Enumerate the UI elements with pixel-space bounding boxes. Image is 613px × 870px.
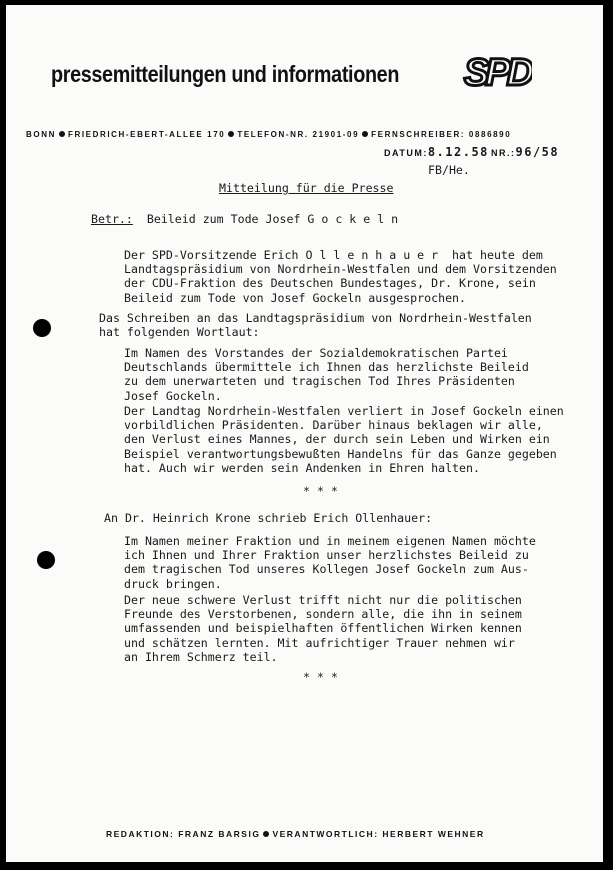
nr-label: NR.:	[491, 148, 516, 158]
paragraph-krone-2: Der neue schwere Verlust trifft nicht nur die politischen Freunde des Verstorbenen, sondern alle, die ihn in seinem umfassenden und beispielhaften öffentlichen Wirken kennen und schätzen lernten. Mit aufrichtiger Trauer nehmen wir an Ihrem Schmerz teil.	[124, 593, 522, 664]
paragraph-letter-intro: Das Schreiben an das Landtagspräsidium von Nordrhein-Westfalen hat folgenden Wortlaut:	[99, 311, 532, 340]
paragraph-letter-1: Im Namen des Vorstandes der Sozialdemokratischen Partei Deutschlands übermittele ich Ihnen das herzlichste Beileid zu dem unerwarteten und tragischen Tod Ihres Präsidenten Josef Gockeln.	[124, 346, 529, 403]
press-release-page	[6, 5, 603, 862]
subject-name: G o c k e l n	[307, 212, 399, 226]
initials: FB/He.	[428, 163, 470, 177]
bullet-icon	[59, 131, 65, 137]
spd-logo-text: SPD	[463, 52, 531, 94]
subject-label: Betr.:	[91, 212, 133, 226]
spd-logo	[462, 43, 532, 99]
separator-stars: * * *	[303, 670, 338, 684]
bullet-icon	[228, 131, 234, 137]
datum-field	[384, 145, 489, 159]
footer-verantwortlich: VERANTWORTLICH: HERBERT WEHNER	[272, 829, 485, 839]
document-heading: Mitteilung für die Presse	[219, 181, 394, 195]
subject-line	[91, 212, 398, 226]
datum-label: DATUM:	[384, 148, 428, 158]
address-city: BONN	[26, 130, 56, 139]
footer-redaktion: REDAKTION: FRANZ BARSIG	[106, 829, 261, 839]
address-street: FRIEDRICH-EBERT-ALLEE 170	[67, 130, 226, 139]
subject-text: Beileid zum Tode Josef	[146, 212, 308, 226]
address-phone: TELEFON-NR. 21901-09	[237, 130, 360, 139]
separator-stars: * * *	[303, 484, 338, 498]
paragraph-intro: Der SPD-Vorsitzende Erich O l l e n h a u e r hat heute dem Landtagspräsidium von Nordrhein-Westfalen und dem Vorsitzenden der CDU-Fraktion des Deutschen Bundestages, Dr. Krone, sein Beileid zum Tode von Josef Gockeln ausgesprochen.	[124, 248, 557, 305]
punch-hole	[33, 319, 51, 337]
paragraph-krone-1: Im Namen meiner Fraktion und in meinem eigenen Namen möchte ich Ihnen und Ihrer Fraktion unser herzlichstes Beileid zu dem tragischen Tod unseres Kollegen Josef Gockeln zum Aus- druck bringen.	[124, 534, 536, 591]
bullet-icon	[263, 831, 269, 837]
bullet-icon	[362, 131, 368, 137]
footer-credits	[106, 829, 485, 839]
punch-hole	[37, 551, 55, 569]
paragraph-letter-2: Der Landtag Nordrhein-Westfalen verliert in Josef Gockeln einen vorbildlichen Präsidenten. Darüber hinaus beklagen wir alle, den Verlust eines Mannes, der durch sein Leben und Wirken ein Beispiel verantwortungsbewußten Handelns für das Ganze gegeben hat. Auch wir werden sein Andenken in Ehren halten.	[124, 404, 564, 475]
nr-value: 96/58	[515, 145, 560, 159]
address-telex: FERNSCHREIBER: 0886890	[371, 130, 512, 139]
masthead-title: pressemitteilungen und informationen	[51, 61, 400, 87]
address-line	[26, 130, 586, 139]
nr-field	[491, 145, 559, 159]
paragraph-krone-intro: An Dr. Heinrich Krone schrieb Erich Ollenhauer:	[104, 511, 433, 525]
datum-value: 8.12.58	[427, 145, 489, 159]
